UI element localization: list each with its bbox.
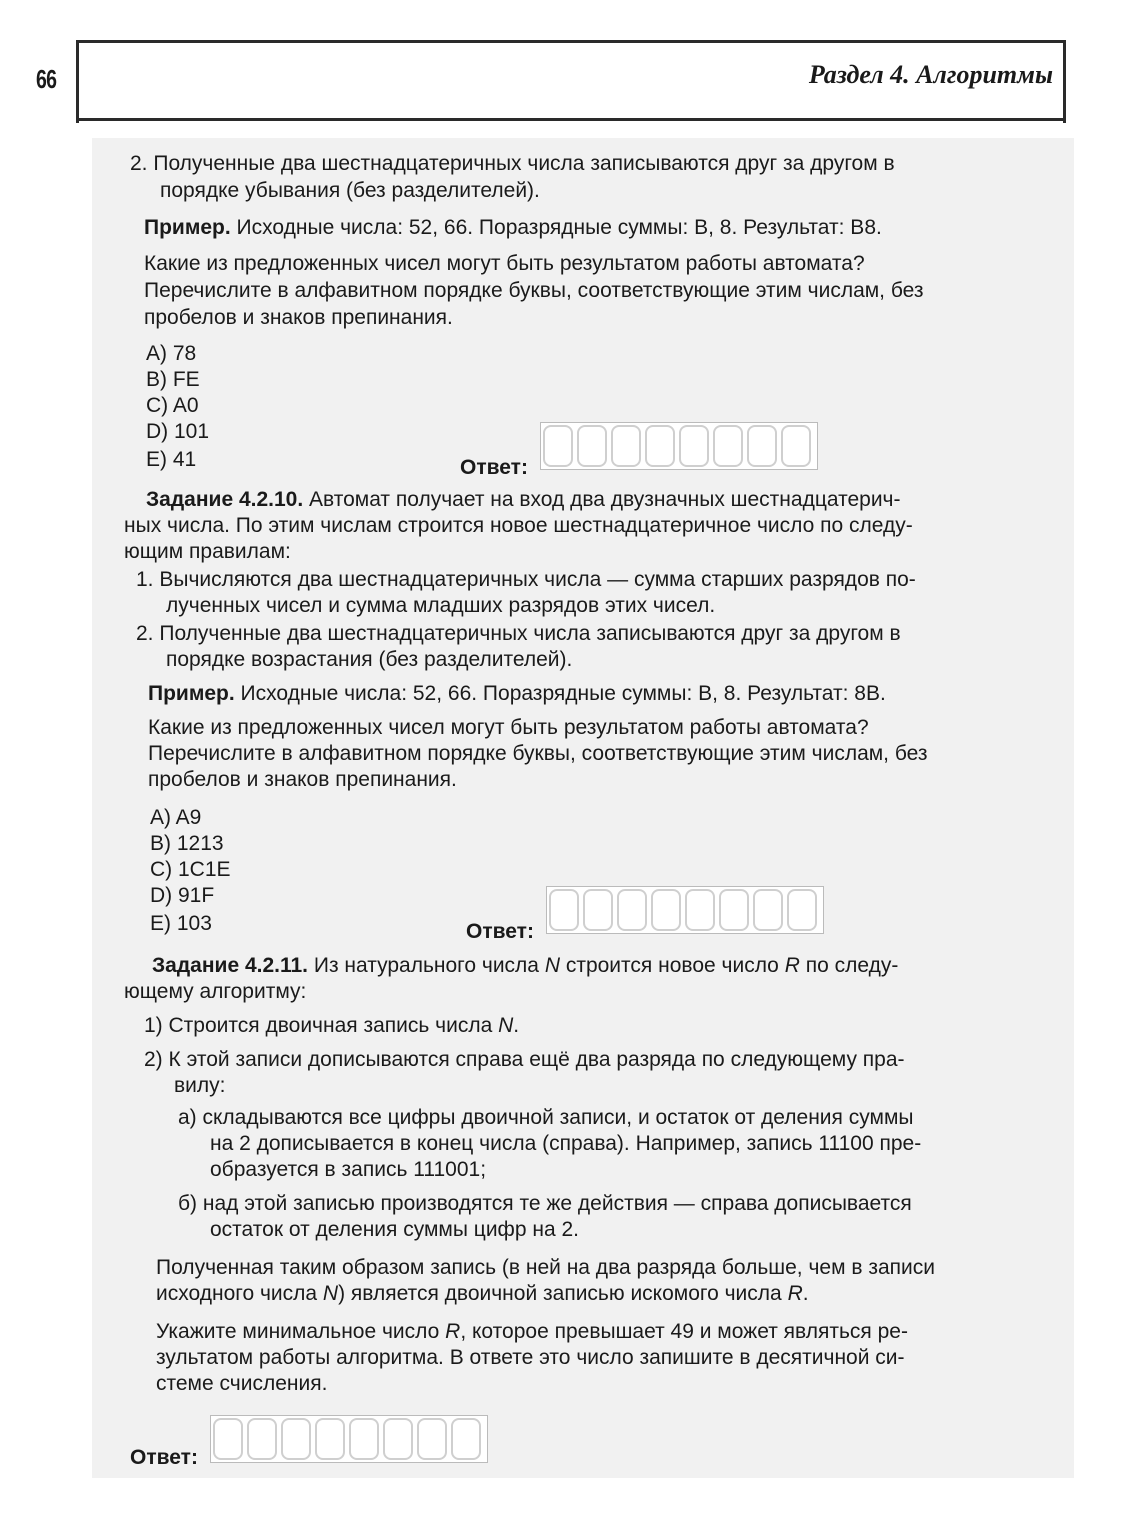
answer-cell[interactable]	[549, 889, 579, 931]
task10-question-line3: пробелов и знаков препинания.	[148, 768, 457, 791]
task9-question-line2: Перечислите в алфавитном порядке буквы, соответствующие этим числам, без	[144, 279, 924, 302]
task11-sub-b-line1: б) над этой записью производятся те же действия — справа дописывается	[178, 1192, 912, 1215]
result-b: ) является двоичной записью искомого числа	[338, 1282, 788, 1305]
task9-step2-line2: порядке убывания (без разделителей).	[160, 179, 540, 202]
task11-step1	[144, 1012, 519, 1039]
task10-answer	[466, 876, 824, 944]
answer-cell[interactable]	[753, 889, 783, 931]
answer-label: Ответ:	[130, 1446, 198, 1469]
task10-question-line1: Какие из предложенных чисел могут быть результатом работы автомата?	[148, 716, 869, 739]
var-r: R	[784, 954, 800, 977]
task9-option-a: A) 78	[146, 342, 197, 365]
var-n: N	[498, 1014, 514, 1037]
answer-cell[interactable]	[685, 889, 715, 931]
answer-cell[interactable]	[651, 889, 681, 931]
task11-intro-line1	[152, 952, 898, 979]
answer-cells[interactable]	[540, 422, 818, 470]
task10-option-a: A) A9	[150, 806, 202, 829]
task9-option-e: E) 41	[146, 448, 197, 471]
answer-cell[interactable]	[645, 425, 675, 467]
task10-example	[148, 680, 886, 707]
header-divider	[76, 118, 1066, 121]
task11-step2-line2: вилу:	[174, 1074, 226, 1097]
answer-cell[interactable]	[719, 889, 749, 931]
example-label: Пример.	[148, 682, 235, 705]
answer-label: Ответ:	[460, 456, 528, 479]
task11-intro-line2: ющему алгоритму:	[124, 980, 307, 1003]
answer-cell[interactable]	[543, 425, 573, 467]
task10-intro-line1	[146, 486, 900, 513]
answer-cell[interactable]	[617, 889, 647, 931]
task10-step2-line2: порядке возрастания (без разделителей).	[166, 648, 573, 671]
task11-task-line3: стеме счисления.	[156, 1372, 328, 1395]
example-text: Исходные числа: 52, 66. Поразрядные суммы: B, 8. Результат: 8B.	[234, 682, 886, 705]
answer-cell[interactable]	[213, 1418, 243, 1460]
answer-cell[interactable]	[451, 1418, 481, 1460]
answer-cell[interactable]	[417, 1418, 447, 1460]
answer-cell[interactable]	[383, 1418, 413, 1460]
task11-intro-a: Из натурального числа	[308, 954, 545, 977]
task10-step1-line1: 1. Вычисляются два шестнадцатеричных числа — сумма старших разрядов по-	[136, 568, 916, 591]
var-n: N	[544, 954, 560, 977]
var-r: R	[445, 1320, 461, 1343]
step1-text: 1) Строится двоичная запись числа	[144, 1014, 499, 1037]
task9-option-d: D) 101	[146, 420, 210, 443]
answer-cell[interactable]	[713, 425, 743, 467]
task10-option-c: C) 1C1E	[150, 858, 231, 881]
task11-sub-a-line2: на 2 дописывается в конец числа (справа). Например, запись 11100 пре-	[210, 1132, 922, 1155]
task10-option-e: E) 103	[150, 912, 212, 935]
task9-question-line1: Какие из предложенных чисел могут быть результатом работы автомата?	[144, 252, 865, 275]
task11-task-line2: зультатом работы алгоритма. В ответе это число запишите в десятичной си-	[156, 1346, 905, 1369]
task10-option-b: B) 1213	[150, 832, 224, 855]
answer-cell[interactable]	[583, 889, 613, 931]
task11-sub-a-line1: а) складываются все цифры двоичной записи, и остаток от деления суммы	[178, 1106, 914, 1129]
answer-cell[interactable]	[281, 1418, 311, 1460]
task11-result-line2	[156, 1280, 809, 1307]
example-label: Пример.	[144, 216, 231, 239]
task11-result-line1: Полученная таким образом запись (в ней на два разряда больше, чем в записи	[156, 1256, 935, 1279]
task10-intro-line2: ных числа. По этим числам строится новое шестнадцатеричное число по следу-	[124, 514, 913, 537]
answer-cells[interactable]	[546, 886, 824, 934]
result-a: исходного числа	[156, 1282, 323, 1305]
var-r: R	[787, 1282, 803, 1305]
task10-option-d: D) 91F	[150, 884, 215, 907]
page-number: 66	[36, 64, 57, 94]
task10-step1-line2: лученных чисел и сумма младших разрядов этих чисел.	[166, 594, 716, 617]
answer-cell[interactable]	[577, 425, 607, 467]
var-n: N	[322, 1282, 339, 1305]
task-a: Укажите минимальное число	[156, 1320, 446, 1343]
task10-step2-line1: 2. Полученные два шестнадцатеричных числа записываются друг за другом в	[136, 622, 901, 645]
task11-step2-line1: 2) К этой записи дописываются справа ещё два разряда по следующему пра-	[144, 1048, 905, 1071]
task11-sub-a-line3: образуется в запись 111001;	[210, 1158, 487, 1181]
answer-cell[interactable]	[315, 1418, 345, 1460]
task9-question-line3: пробелов и знаков препинания.	[144, 306, 453, 329]
answer-cells[interactable]	[210, 1415, 488, 1463]
task11-task-line1	[156, 1318, 908, 1345]
task9-option-c: C) A0	[146, 394, 199, 417]
task9-option-b: B) FE	[146, 368, 200, 391]
task11-intro-c: по следу-	[799, 954, 899, 977]
answer-cell[interactable]	[781, 425, 811, 467]
answer-cell[interactable]	[611, 425, 641, 467]
task9-answer	[460, 412, 818, 480]
task11-label: Задание 4.2.11.	[152, 954, 309, 977]
task10-intro-line3: ющим правилам:	[124, 540, 291, 563]
example-text: Исходные числа: 52, 66. Поразрядные суммы: B, 8. Результат: B8.	[230, 216, 882, 239]
section-title: Раздел 4. Алгоритмы	[808, 60, 1053, 89]
task11-intro-b: строится новое число	[560, 954, 785, 977]
result-c: .	[802, 1282, 809, 1305]
task11-sub-b-line2: остаток от деления суммы цифр на 2.	[210, 1218, 579, 1241]
answer-cell[interactable]	[679, 425, 709, 467]
task10-intro: Автомат получает на вход два двузначных шестнадцатерич-	[303, 488, 901, 511]
answer-cell[interactable]	[247, 1418, 277, 1460]
task10-question-line2: Перечислите в алфавитном порядке буквы, соответствующие этим числам, без	[148, 742, 928, 765]
answer-cell[interactable]	[349, 1418, 379, 1460]
answer-cell[interactable]	[747, 425, 777, 467]
task9-step2-line1: 2. Полученные два шестнадцатеричных числа записываются друг за другом в	[130, 152, 895, 175]
task9-example	[144, 214, 882, 241]
task10-label: Задание 4.2.10.	[146, 488, 304, 511]
answer-cell[interactable]	[787, 889, 817, 931]
step1-end: .	[513, 1014, 520, 1037]
task-b: , которое превышает 49 и может являться ре-	[460, 1320, 908, 1343]
answer-label: Ответ:	[466, 920, 534, 943]
task11-answer	[130, 1408, 488, 1470]
